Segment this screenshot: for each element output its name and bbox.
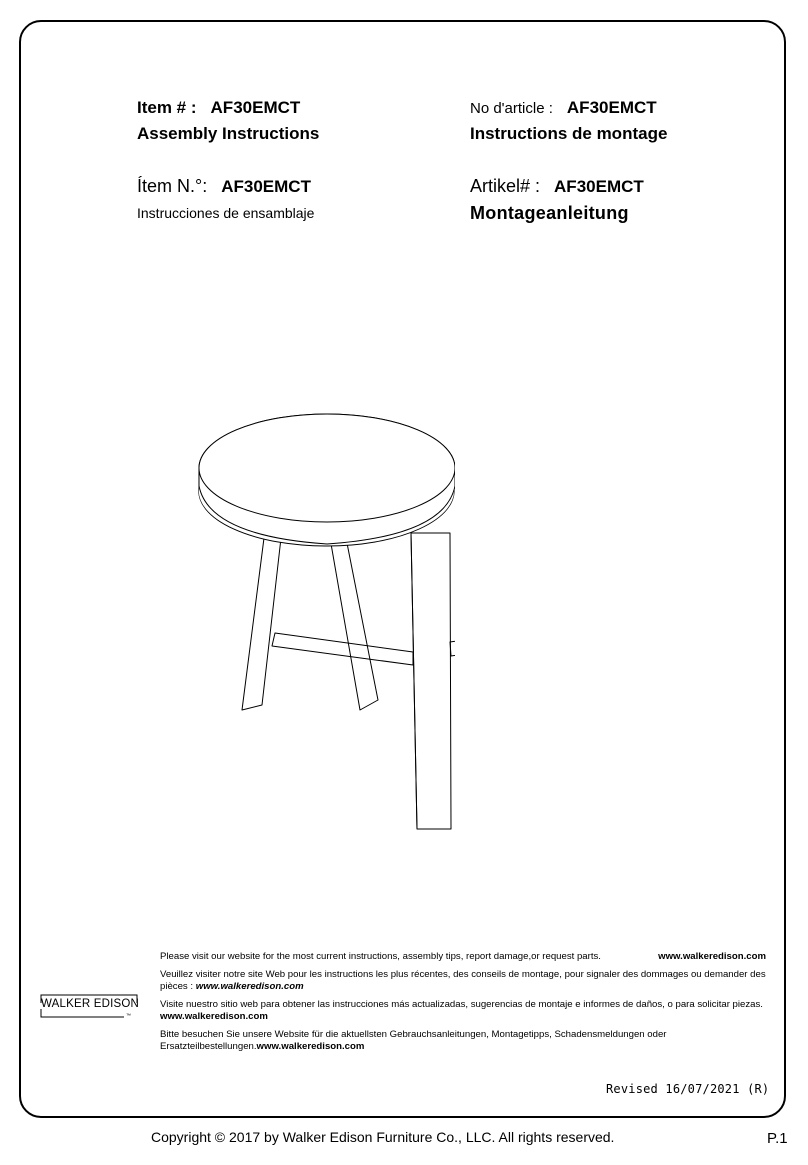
website-notes	[160, 951, 766, 1059]
page-number: P.1	[767, 1130, 788, 1147]
table-leg-left	[242, 538, 281, 710]
item-code-es: AF30EMCT	[221, 177, 311, 196]
note-de	[160, 1029, 766, 1053]
note-de-text: Bitte besuchen Sie unsere Website für die aktuellsten Gebrauchsanleitungen, Montagetipps, Schadensmeldungen oder Ersatzteilbestellungen.	[160, 1029, 667, 1052]
note-en	[160, 951, 766, 963]
subtitle-fr: Instructions de montage	[470, 124, 668, 143]
item-label-de: Artikel# :	[470, 176, 541, 196]
item-number-en	[137, 98, 300, 118]
item-code-en: AF30EMCT	[210, 98, 301, 117]
table-leg-front	[411, 533, 451, 829]
note-fr-text: Veuillez visiter notre site Web pour les instructions les plus récentes, des conseils de montage, pour signaler des dommages ou demander des pièces :	[160, 969, 766, 992]
logo-trademark: ™	[126, 1013, 131, 1019]
table-top-surface-top	[199, 414, 455, 522]
table-stretcher-left	[272, 633, 413, 665]
note-en-link[interactable]: www.walkeredison.com	[658, 951, 766, 962]
item-label-en: Item # :	[137, 98, 197, 117]
note-fr	[160, 969, 766, 993]
table-leg-back	[330, 533, 378, 710]
note-es	[160, 999, 766, 1023]
note-es-link[interactable]: www.walkeredison.com	[160, 1011, 268, 1022]
item-number-fr	[470, 98, 657, 118]
subtitle-de: Montageanleitung	[470, 203, 629, 223]
item-number-de	[470, 176, 644, 197]
item-number-es	[137, 176, 311, 197]
table-leg-front-edge	[411, 533, 417, 829]
round-table-illustration	[195, 388, 455, 833]
item-label-fr: No d'article :	[470, 100, 553, 117]
note-en-text: Please visit our website for the most current instructions, assembly tips, report damage,or request parts.	[160, 951, 601, 962]
subtitle-en: Assembly Instructions	[137, 124, 320, 143]
item-label-es: Ítem N.°:	[137, 176, 208, 196]
note-es-text: Visite nuestro sitio web para obtener las instrucciones más actualizadas, sugerencias de montaje e informes de daños, o para solicitar piezas.	[160, 999, 763, 1010]
revision-date: Revised 16/07/2021 (R)	[606, 1082, 770, 1096]
note-fr-link[interactable]: www.walkeredison.com	[195, 981, 304, 992]
item-code-fr: AF30EMCT	[566, 98, 657, 117]
logo-text: WALKER EDISON	[41, 998, 140, 1010]
note-de-link[interactable]: www.walkeredison.com	[256, 1041, 365, 1052]
subtitle-es: Instrucciones de ensamblaje	[137, 205, 315, 221]
item-code-de: AF30EMCT	[554, 177, 644, 196]
walker-edison-logo	[38, 993, 140, 1024]
copyright: Copyright © 2017 by Walker Edison Furniture Co., LLC. All rights reserved.	[151, 1129, 615, 1145]
